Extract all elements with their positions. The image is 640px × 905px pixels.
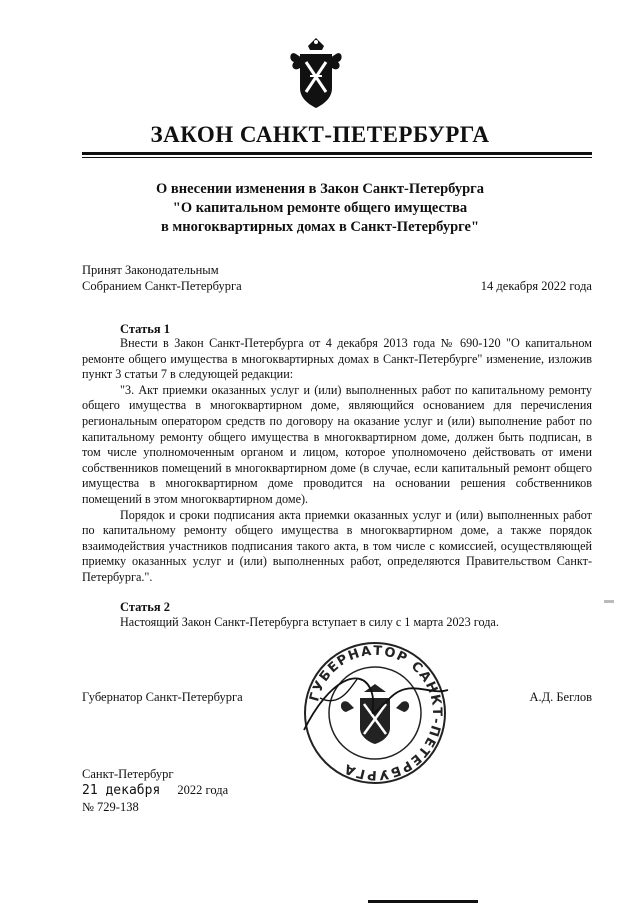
adoption-line-2: Собранием Санкт-Петербурга (82, 279, 242, 293)
footer-number: № 729-138 (82, 800, 139, 814)
article-2-text: Настоящий Закон Санкт-Петербурга вступает в силу с 1 марта 2023 года. (120, 615, 499, 629)
article-1-quote-paragraph-2: Порядок и сроки подписания акта приемки оказанных услуг и (или) выполненных работ по капитальному ремонту общего имущества в многоквартирном доме, а также порядок взаимодействия участников подписания такого акта, в том числе с комиссией, осуществляющей приемку оказанных услуг и (или) выполненных работ, определяются Правительством Санкт-Петербурга.". (82, 507, 592, 584)
article-1-quote-paragraph-1: "3. Акт приемки оказанных услуг и (или) выполненных работ по капитальному ремонту общего имущества в многоквартирном доме, являющийся основанием для перечисления региональным оператором средств по договору на оказание услуг и (или) выполнение работ по капитальному ремонту общего имущества в многоквартирном доме, должен быть подписан, в том числе уполномоченным органом и лицом, которое уполномочено действовать от имени собственников помещений в многоквартирном доме (в случае, если капитальный ремонт общего имущества в многоквартирном доме проводится на основании решения собственников помещений в этом многоквартирном доме). (82, 382, 592, 506)
scan-mark (604, 600, 614, 603)
title-rule-thin (82, 157, 592, 158)
adoption-line-1: Принят Законодательным (82, 263, 219, 277)
official-seal-stamp (300, 638, 450, 788)
article-1-intro: Внести в Закон Санкт-Петербурга от 4 декабря 2013 года № 690-120 "О капитальном ремонте общего имущества в многоквартирных домах в Санкт-Петербурге" изменение, изложив пункт 3 статьи 7 в следующей редакции: (82, 336, 592, 382)
svg-text:ГУБЕРНАТОР САНКТ-ПЕТЕРБУРГА: ГУБЕРНАТОР САНКТ-ПЕТЕРБУРГА (307, 643, 445, 783)
coat-of-arms-emblem (286, 36, 346, 112)
subtitle-line-1: О внесении изменения в Закон Санкт-Петербурга (155, 181, 484, 197)
bottom-edge-mark (368, 900, 478, 903)
title-rule (82, 152, 592, 155)
subtitle-line-3: в многоквартирных домах в Санкт-Петербурге" (160, 219, 480, 235)
footer-block (82, 766, 228, 815)
adoption-date: 14 декабря 2022 года (480, 279, 592, 293)
document-subtitle (0, 180, 640, 237)
signatory-name: А.Д. Беглов (529, 690, 592, 704)
article-2-body (82, 615, 592, 631)
signatory-position: Губернатор Санкт-Петербурга (82, 690, 243, 704)
footer-city: Санкт-Петербург (82, 767, 174, 781)
article-1-heading: Статья 1 (120, 322, 170, 336)
footer-date-typed: 21 декабря (82, 783, 161, 798)
footer-date-year: 2022 года (177, 783, 229, 797)
adoption-block (82, 262, 242, 294)
article-1-body (82, 336, 592, 586)
article-2-heading: Статья 2 (120, 600, 170, 614)
subtitle-line-2: "О капитальном ремонте общего имущества (172, 200, 468, 216)
footer-date-row (82, 782, 228, 799)
document-title: ЗАКОН САНКТ-ПЕТЕРБУРГА (150, 122, 490, 147)
